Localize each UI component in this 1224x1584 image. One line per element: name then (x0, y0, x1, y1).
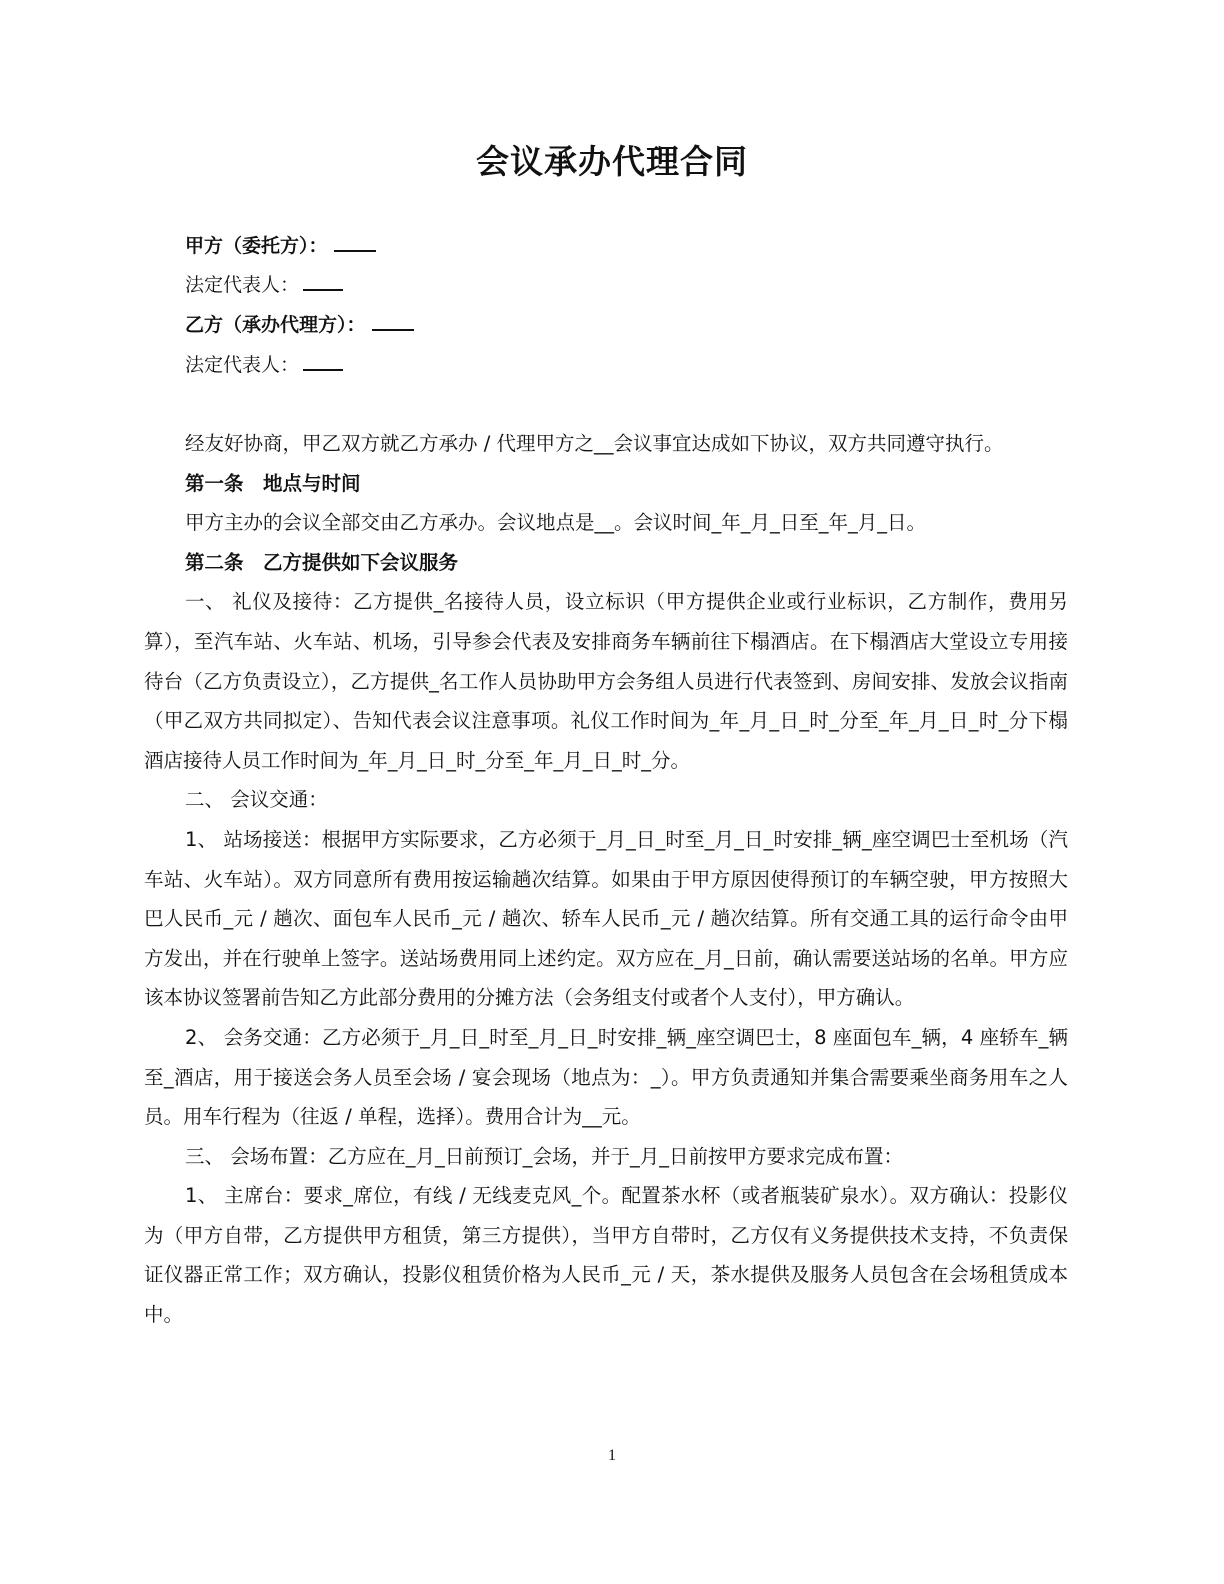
article-1-body: 甲方主办的会议全部交由乙方承办。会议地点是__。会议时间_年_月_日至_年_月_日。 (185, 511, 927, 535)
party-a-blank (334, 232, 376, 252)
intro-paragraph: 经友好协商，甲乙双方就乙方承办 / 代理甲方之__会议事宜达成如下协议，双方共同遵守执行。 (185, 432, 1004, 455)
article-2-heading: 第二条 乙方提供如下会议服务 (185, 550, 459, 574)
article-1-heading: 第一条 地点与时间 (185, 471, 361, 495)
party-b-rep-blank (303, 351, 343, 371)
section-3-item-1: 1、 主席台：要求_席位，有线 / 无线麦克风_个。配置茶水杯（或者瓶装矿泉水）。双方确认：投影仪为（甲方自带，乙方提供甲方租赁，第三方提供），当甲方自带时，乙方仅有义务提供技术支持，不负责保证仪器正常工作；双方确认，投影仪租赁价格为人民币_元 / 天，茶水提供及服务人员包含在会场租赁成本中。 (144, 1184, 1068, 1327)
section-2-paragraph: 二、 会议交通： (185, 788, 328, 812)
party-b-label: 乙方（承办代理方）： (185, 314, 366, 336)
document-title: 会议承办代理合同 (476, 142, 748, 181)
party-a-rep-line (185, 270, 343, 300)
party-b-line (185, 310, 414, 340)
contract-body (144, 424, 1068, 1335)
page-number: 1 (608, 1447, 616, 1464)
party-a-label: 甲方（委托方）： (185, 235, 328, 257)
party-b-blank (372, 311, 414, 331)
party-b-rep-line (185, 350, 343, 380)
party-b-rep-label: 法定代表人： (185, 354, 300, 376)
party-a-rep-blank (303, 271, 343, 291)
section-3-paragraph: 三、 会场布置：乙方应在_月_日前预订_会场，并于_月_日前按甲方要求完成布置： (185, 1144, 903, 1168)
party-a-rep-label: 法定代表人： (185, 274, 300, 296)
section-2-item-1: 1、 站场接送：根据甲方实际要求，乙方必须于_月_日_时至_月_日_时安排_辆_座空调巴士至机场（汽车站、火车站）。双方同意所有费用按运输趟次结算。如果由于甲方原因使得预订的车辆空驶，甲方按照大巴人民币_元 / 趟次、面包车人民币_元 / 趟次、轿车人民币_元 / 趟次结算。所有交通工具的运行命令由甲方发出，并在行驶单上签字。送站场费用同上述约定。双方应在_月_日前，确认需要送站场的名单。甲方应该本协议签署前告知乙方此部分费用的分摊方法（会务组支付或者个人支付），甲方确认。 (144, 827, 1068, 1010)
party-a-line (185, 231, 376, 261)
section-2-item-2: 2、 会务交通：乙方必须于_月_日_时至_月_日_时安排_辆_座空调巴士，8 座面包车_辆，4 座轿车_辆至_酒店，用于接送会务人员至会场 / 宴会现场（地点为：_）。甲方负责通知并集合需要乘坐商务用车之人员。用车行程为（往返 / 单程，选择）。费用合计为__元。 (144, 1025, 1068, 1129)
section-1-paragraph: 一、 礼仪及接待：乙方提供_名接待人员，设立标识（甲方提供企业或行业标识，乙方制作，费用另算），至汽车站、火车站、机场，引导参会代表及安排商务车辆前往下榻酒店。在下榻酒店大堂设立专用接待台（乙方负责设立），乙方提供_名工作人员协助甲方会务组人员进行代表签到、房间安排、发放会议指南（甲乙双方共同拟定）、告知代表会议注意事项。礼仪工作时间为_年_月_日_时_分至_年_月_日_时_分下榻酒店接待人员工作时间为_年_月_日_时_分至_年_月_日_时_分。 (144, 590, 1068, 772)
